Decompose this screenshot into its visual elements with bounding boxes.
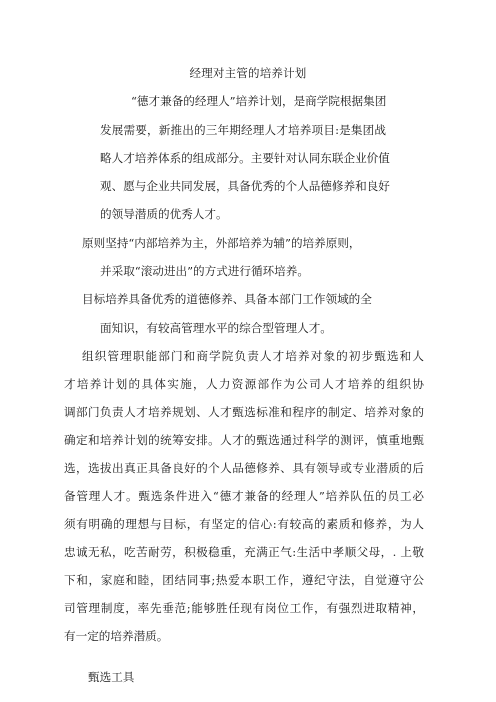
paragraph-line: 忠诚无私，吃苦耐劳，积极稳重，充满正气:生活中孝顺父母，. 上敬 (64, 545, 424, 559)
paragraph-line: 有一定的培养潜质。 (64, 629, 169, 643)
paragraph-line: 调部门负责人才培养规划、人才甄选标准和程序的制定、培养对象的 (64, 405, 424, 419)
paragraph-line: 备管理人才。甄选条件进入“德才兼备的经理人”培养队伍的员工必 (64, 489, 424, 503)
paragraph-line: 发展需要，新推出的三年期经理人才培养项目:是集团战 (100, 123, 386, 137)
paragraph-line: 面知识，有较高管理水平的综合型管理人才。 (100, 321, 332, 335)
paragraph-line: 观、愿与企业共同发展，具备优秀的个人品德修养和良好 (100, 179, 390, 193)
paragraph-line: 下和，家庭和睦，团结同事;热爱本职工作，遵纪守法，自觉遵守公 (64, 573, 424, 587)
paragraph-line: 须有明确的理想与目标，有坚定的信心:有较高的素质和修养，为人 (64, 517, 424, 531)
paragraph-line: 选，选拔出真正具备良好的个人品德修养、具有领导或专业潜质的后 (64, 461, 424, 475)
paragraph-line: 略人才培养体系的组成部分。主要针对认同东联企业价值 (100, 151, 390, 165)
paragraph-line: 才培养计划的具体实施，人力资源部作为公司人才培养的组织协 (64, 377, 424, 391)
paragraph-line: 组织管理职能部门和商学院负责人才培养对象的初步甄选和人 (82, 349, 424, 363)
section-heading: 甄选工具 (88, 670, 135, 684)
document-title: 经理对主管的培养计划 (189, 66, 307, 80)
paragraph-line: 目标培养具备优秀的道德修养、具备本部门工作领域的全 (82, 292, 372, 306)
paragraph-line: 的领导潜质的优秀人才。 (100, 207, 228, 221)
paragraph-line: 并采取“滚动进出”的方式进行循环培养。 (100, 264, 309, 278)
paragraph-line: 原则坚持“内部培养为主，外部培养为辅”的培养原则， (82, 236, 361, 250)
paragraph-line: 确定和培养计划的统筹安排。人才的甄选通过科学的测评，慎重地甄 (64, 433, 424, 447)
paragraph-line: “德才兼备的经理人”培养计划，是商学院根据集团 (131, 94, 387, 108)
paragraph-line: 司管理制度，率先垂范;能够胜任现有岗位工作，有强烈进取精神， (64, 601, 424, 615)
